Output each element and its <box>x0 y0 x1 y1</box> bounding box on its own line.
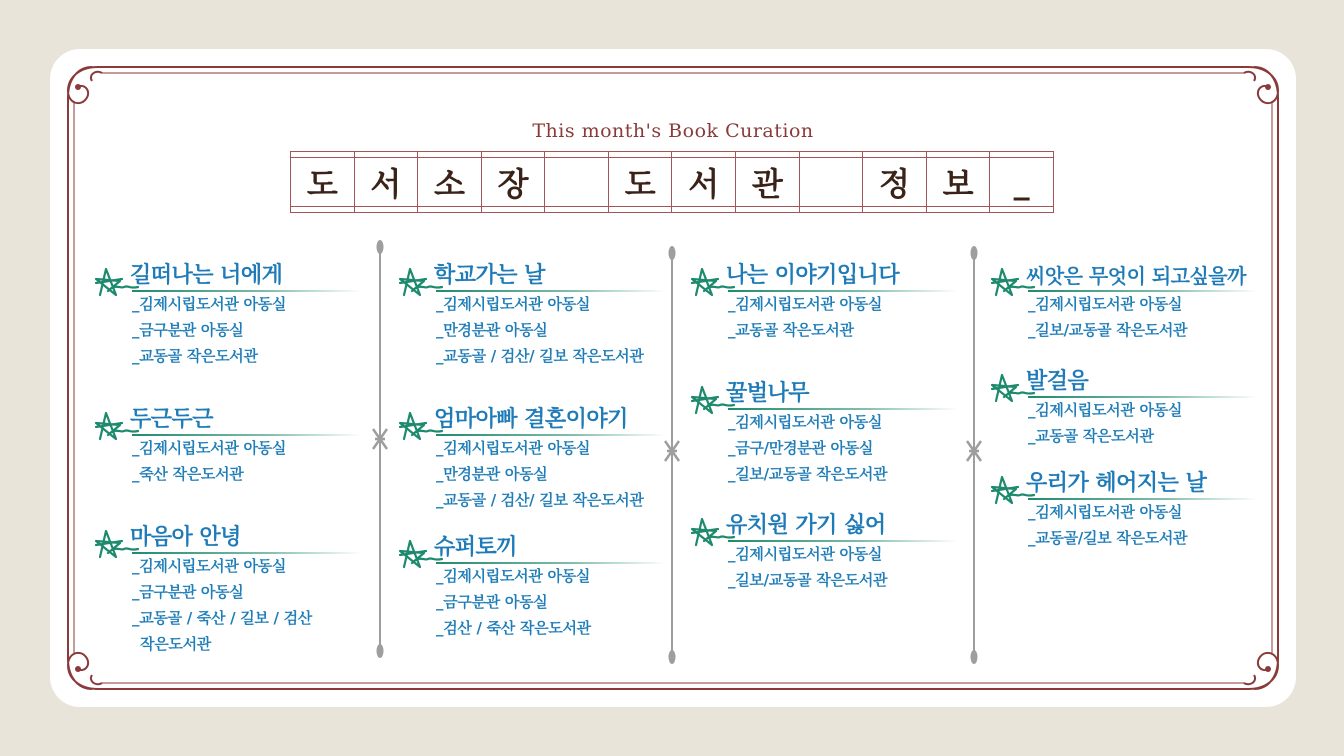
book-location: _교동골 작은도서관 <box>728 321 854 339</box>
curation-card <box>50 49 1296 707</box>
book-title: 발걸음 <box>1026 369 1089 394</box>
book-entry[interactable] <box>96 261 312 369</box>
pin-divider-icon <box>662 245 682 665</box>
pin-divider-icon <box>370 239 390 659</box>
book-column-1 <box>96 261 312 657</box>
hand-drawn-star-icon <box>398 537 444 571</box>
title-underline <box>728 290 958 292</box>
book-column-3 <box>692 261 899 593</box>
hand-drawn-star-icon <box>990 371 1036 405</box>
book-location: _교동골/길보 작은도서관 <box>1028 529 1188 547</box>
title-underline <box>132 434 362 436</box>
title-char: 서 <box>355 152 419 212</box>
pin-divider-icon <box>964 245 984 665</box>
book-location: _교동골 / 죽산 / 길보 / 검산 <box>132 609 312 627</box>
book-entry[interactable] <box>992 261 1246 343</box>
title-grid <box>290 151 1054 213</box>
hand-drawn-star-icon <box>94 265 140 299</box>
book-title: 마음아 안녕 <box>130 525 241 550</box>
book-column-4 <box>992 261 1246 551</box>
title-char: 도 <box>291 152 355 212</box>
title-char: 도 <box>609 152 673 212</box>
book-location: _교동골 작은도서관 <box>1028 427 1154 445</box>
book-location: _김제시립도서관 아동실 <box>132 295 287 313</box>
hand-drawn-star-icon <box>690 265 736 299</box>
title-char: 보 <box>927 152 991 212</box>
book-location: _김제시립도서관 아동실 <box>1028 503 1183 521</box>
book-title: 나는 이야기입니다 <box>726 263 900 288</box>
book-title: 엄마아빠 결혼이야기 <box>434 407 628 432</box>
book-entry[interactable] <box>400 405 644 513</box>
book-entry[interactable] <box>692 511 899 593</box>
hand-drawn-star-icon <box>690 383 736 417</box>
title-underline <box>1028 498 1258 500</box>
book-column-2 <box>400 261 644 641</box>
book-location: _김제시립도서관 아동실 <box>728 295 883 313</box>
book-location: _길보/교동골 작은도서관 <box>728 465 888 483</box>
book-location: _교동골 작은도서관 <box>132 347 258 365</box>
book-entry[interactable] <box>96 405 312 487</box>
title-underline <box>728 408 958 410</box>
title-char <box>800 152 864 212</box>
title-char: _ <box>1013 163 1030 201</box>
book-location: _금구분관 아동실 <box>132 321 244 339</box>
book-entry[interactable] <box>692 379 899 487</box>
book-entry[interactable] <box>400 533 644 641</box>
title-char: 관 <box>736 152 800 212</box>
book-location: _김제시립도서관 아동실 <box>132 557 287 575</box>
book-location: _김제시립도서관 아동실 <box>436 567 591 585</box>
book-entry[interactable] <box>96 523 312 657</box>
title-char: 장 <box>482 152 546 212</box>
book-location: _죽산 작은도서관 <box>132 465 244 483</box>
book-location: _김제시립도서관 아동실 <box>728 413 883 431</box>
hand-drawn-star-icon <box>94 409 140 443</box>
book-location: _김제시립도서관 아동실 <box>436 295 591 313</box>
hand-drawn-star-icon <box>398 409 444 443</box>
hand-drawn-star-icon <box>990 265 1036 299</box>
title-underline <box>436 562 666 564</box>
book-entry[interactable] <box>992 469 1246 551</box>
hand-drawn-star-icon <box>690 515 736 549</box>
title-underline <box>728 540 958 542</box>
title-char: 서 <box>672 152 736 212</box>
book-location: _김제시립도서관 아동실 <box>1028 401 1183 419</box>
subtitle: This month's Book Curation <box>532 120 814 142</box>
book-location: _교동골 / 검산/ 길보 작은도서관 <box>436 347 644 365</box>
book-location: _만경분관 아동실 <box>436 321 548 339</box>
book-location: _길보/교동골 작은도서관 <box>728 571 888 589</box>
book-entry[interactable] <box>992 367 1246 449</box>
book-entry[interactable] <box>400 261 644 369</box>
hand-drawn-star-icon <box>990 473 1036 507</box>
book-title: 우리가 헤어지는 날 <box>1026 471 1207 496</box>
book-title: 두근두근 <box>130 407 214 432</box>
book-title: 씨앗은 무엇이 되고싶을까 <box>1026 264 1246 288</box>
book-location: 작은도서관 <box>140 635 211 653</box>
title-char <box>545 152 609 212</box>
book-location: _김제시립도서관 아동실 <box>1028 295 1183 313</box>
title-char: 정 <box>863 152 927 212</box>
hand-drawn-star-icon <box>398 265 444 299</box>
book-location: _금구분관 아동실 <box>132 583 244 601</box>
title-underline <box>132 290 362 292</box>
book-location: _교동골 / 검산/ 길보 작은도서관 <box>436 491 644 509</box>
hand-drawn-star-icon <box>94 527 140 561</box>
book-location: _금구분관 아동실 <box>436 593 548 611</box>
book-title: 꿀벌나무 <box>726 381 810 406</box>
book-title: 슈퍼토끼 <box>434 535 518 560</box>
book-location: _만경분관 아동실 <box>436 465 548 483</box>
book-location: _길보/교동골 작은도서관 <box>1028 321 1188 339</box>
title-underline <box>132 552 362 554</box>
title-underline <box>1028 396 1258 398</box>
title-underline <box>436 434 666 436</box>
book-location: _김제시립도서관 아동실 <box>728 545 883 563</box>
book-entry[interactable] <box>692 261 899 343</box>
title-char: 소 <box>418 152 482 212</box>
book-location: _검산 / 죽산 작은도서관 <box>436 619 591 637</box>
book-location: _김제시립도서관 아동실 <box>132 439 287 457</box>
book-location: _김제시립도서관 아동실 <box>436 439 591 457</box>
title-underline <box>436 290 666 292</box>
book-title: 유치원 가기 싫어 <box>726 513 886 538</box>
book-title: 학교가는 날 <box>434 263 545 288</box>
title-underline <box>1028 290 1258 292</box>
book-title: 길떠나는 너에게 <box>130 263 283 288</box>
book-location: _금구/만경분관 아동실 <box>728 439 874 457</box>
